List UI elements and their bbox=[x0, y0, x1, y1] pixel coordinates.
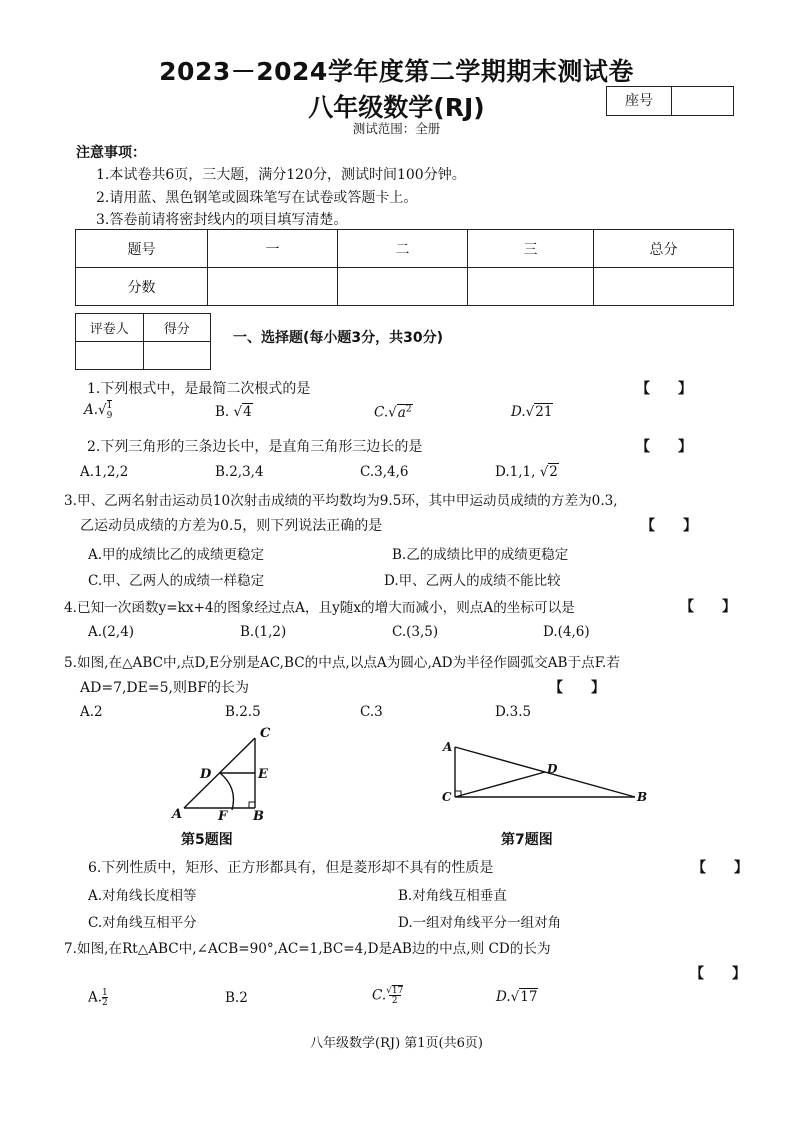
q4-option-a: A.(2,4) bbox=[88, 624, 135, 640]
fig7-label-b: B bbox=[637, 790, 648, 804]
answer-bracket: 【 】 bbox=[690, 966, 746, 982]
question-3-stem-line2: 乙运动员成绩的方差为0.5，则下列说法正确的是 bbox=[80, 518, 383, 534]
q7-option-c-letter: C. bbox=[372, 987, 387, 1004]
q2-option-d-text: D.1,1, bbox=[495, 464, 540, 480]
section-title: 一、选择题(每小题3分，共30分) bbox=[233, 330, 444, 346]
fig5-label-a: A bbox=[172, 807, 183, 822]
question-3-stem-line1: 3.甲、乙两名射击运动员10次射击成绩的平均数均为9.5环，其中甲运动员成绩的方差为0.3, bbox=[64, 493, 618, 509]
reviewer-cell[interactable] bbox=[76, 342, 144, 370]
answer-bracket: 【 】 bbox=[636, 439, 692, 455]
fig7-label-c: C bbox=[442, 790, 452, 804]
q1-option-c: $C.√a^2$ bbox=[374, 404, 412, 421]
fig5-label-d: D bbox=[200, 767, 212, 782]
notice-item: 2.请用蓝、黑色钢笔或圆珠笔写在试卷或答题卡上。 bbox=[96, 190, 418, 206]
question-6-stem: 6.下列性质中，矩形、正方形都具有，但是菱形却不具有的性质是 bbox=[88, 860, 494, 876]
q1-option-a: A.√1 9 bbox=[84, 401, 113, 421]
score-table-header: 二 bbox=[338, 230, 468, 268]
q6-option-d: D.一组对角线平分一组对角 bbox=[398, 915, 562, 931]
question-7-stem: 7.如图,在Rt△ABC中,∠ACB=90°,AC=1,BC=4,D是AB边的中点,则 CD的长为 bbox=[64, 941, 551, 957]
q7-option-a-numerator: 1 bbox=[102, 988, 108, 998]
q2-option-d: D.1,1, √2 bbox=[495, 464, 558, 480]
grader-table bbox=[75, 313, 211, 370]
answer-bracket: 【 】 bbox=[641, 518, 697, 534]
fig5-label-b: B bbox=[253, 809, 264, 824]
score-table bbox=[75, 229, 734, 306]
q7-option-c: C.√17 2 bbox=[372, 986, 404, 1006]
fig7-label-a: A bbox=[443, 740, 453, 754]
score-row-label: 分数 bbox=[76, 268, 208, 306]
fig5-label-c: C bbox=[260, 726, 271, 741]
q1-option-c-letter: C. bbox=[374, 404, 389, 421]
score-table-header-row bbox=[76, 230, 734, 268]
q4-option-b: B.(1,2) bbox=[240, 624, 287, 640]
exam-subtitle: 八年级数学(RJ) bbox=[308, 93, 485, 122]
question-5-stem-line1: 5.如图,在△ABC中,点D,E分别是AC,BC的中点,以点A为圆心,AD为半径作圆弧交AB于点F.若 bbox=[64, 655, 620, 671]
score-table-header: 总分 bbox=[594, 230, 734, 268]
answer-bracket: 【 】 bbox=[692, 860, 748, 876]
q7-option-d-radicand: 17 bbox=[520, 989, 538, 1005]
q2-option-a: A.1,2,2 bbox=[80, 464, 129, 480]
q1-option-c-exponent: 2 bbox=[405, 404, 412, 414]
q3-option-c: C.甲、乙两人的成绩一样稳定 bbox=[88, 573, 265, 589]
q7-option-d-letter: D. bbox=[496, 989, 511, 1005]
notice-heading: 注意事项： bbox=[76, 145, 146, 161]
score-cell[interactable] bbox=[468, 268, 594, 306]
q7-option-b: B.2 bbox=[225, 990, 248, 1006]
q7-option-c-denominator: 2 bbox=[389, 995, 401, 1006]
question-5-stem-line2: AD=7,DE=5,则BF的长为 bbox=[80, 680, 249, 696]
question-4-stem: 4.已知一次函数y=kx+4的图象经过点A，且y随x的增大而减小，则点A的坐标可以是 bbox=[64, 600, 575, 616]
q1-option-a-letter: A. bbox=[84, 402, 99, 418]
score-table-header: 三 bbox=[468, 230, 594, 268]
q7-option-d: D.√17 bbox=[496, 989, 538, 1005]
seat-number-label: 座号 bbox=[607, 87, 672, 115]
q1-option-a-denominator: 9 bbox=[106, 411, 113, 421]
q6-option-c: C.对角线互相平分 bbox=[88, 915, 197, 931]
page-footer: 八年级数学(RJ) 第1页(共6页) bbox=[310, 1036, 483, 1051]
points-label: 得分 bbox=[143, 314, 211, 342]
score-cell[interactable] bbox=[208, 268, 338, 306]
q1-option-d: D.√21 bbox=[511, 404, 553, 420]
fig5-label-e: E bbox=[258, 767, 268, 782]
fig5-label-f: F bbox=[218, 809, 228, 824]
q1-option-b-radicand: 4 bbox=[243, 404, 252, 420]
q7-option-c-numerator: 17 bbox=[391, 986, 404, 996]
figure-7 bbox=[435, 735, 655, 810]
q7-option-a bbox=[88, 988, 108, 1008]
question-1-stem: 1.下列根式中，是最简二次根式的是 bbox=[87, 381, 311, 397]
exam-title: 2023－2024学年度第二学期期末测试卷 bbox=[159, 57, 634, 86]
score-table-header: 题号 bbox=[76, 230, 208, 268]
figure-5-caption: 第5题图 bbox=[181, 832, 233, 848]
q5-option-d: D.3.5 bbox=[495, 704, 532, 720]
reviewer-label: 评卷人 bbox=[76, 314, 144, 342]
q5-option-a: A.2 bbox=[80, 704, 103, 720]
score-table-score-row bbox=[76, 268, 734, 306]
fig5-right-angle-mark bbox=[249, 802, 255, 808]
q2-option-c: C.3,4,6 bbox=[360, 464, 409, 480]
q2-option-d-radicand: 2 bbox=[549, 464, 558, 480]
q1-option-d-letter: D. bbox=[511, 404, 526, 420]
q1-option-a-numerator: 1 bbox=[106, 401, 113, 411]
q2-option-b: B.2,3,4 bbox=[215, 464, 264, 480]
fig7-label-d: D bbox=[547, 762, 558, 776]
points-cell[interactable] bbox=[143, 342, 211, 370]
score-cell[interactable] bbox=[338, 268, 468, 306]
fig5-arc bbox=[220, 773, 234, 810]
q6-option-a: A.对角线长度相等 bbox=[88, 888, 197, 904]
seat-number-box bbox=[606, 86, 734, 116]
q4-option-c: C.(3,5) bbox=[392, 624, 439, 640]
answer-bracket: 【 】 bbox=[636, 381, 692, 397]
q3-option-b: B.乙的成绩比甲的成绩更稳定 bbox=[392, 547, 569, 563]
q7-option-a-letter: A. bbox=[88, 989, 103, 1006]
seat-number-blank bbox=[672, 87, 733, 115]
figure-5 bbox=[160, 720, 290, 830]
q1-option-b-letter: B. bbox=[215, 404, 234, 420]
q1-option-c-radicand: a bbox=[397, 404, 406, 421]
q3-option-d: D.甲、乙两人的成绩不能比较 bbox=[384, 573, 561, 589]
q5-option-c: C.3 bbox=[360, 704, 383, 720]
question-2-stem: 2.下列三角形的三条边长中，是直角三角形三边长的是 bbox=[87, 439, 423, 455]
q1-option-d-radicand: 21 bbox=[535, 404, 553, 420]
figure-7-caption: 第7题图 bbox=[501, 832, 553, 848]
notice-item: 3.答卷前请将密封线内的项目填写清楚。 bbox=[96, 212, 348, 228]
notice-item: 1.本试卷共6页，三大题，满分120分，测试时间100分钟。 bbox=[96, 167, 466, 183]
q6-option-b: B.对角线互相垂直 bbox=[398, 888, 507, 904]
score-cell[interactable] bbox=[594, 268, 734, 306]
q7-option-a-denominator: 2 bbox=[102, 998, 108, 1008]
q3-option-a: A.甲的成绩比乙的成绩更稳定 bbox=[88, 547, 265, 563]
answer-bracket: 【 】 bbox=[680, 599, 736, 615]
fig7-median-cd bbox=[455, 772, 545, 797]
score-table-header: 一 bbox=[208, 230, 338, 268]
q4-option-d: D.(4,6) bbox=[543, 624, 590, 640]
answer-bracket: 【 】 bbox=[549, 680, 605, 696]
q1-option-b: B. √4 bbox=[215, 404, 252, 420]
test-scope: 测试范围：全册 bbox=[352, 121, 441, 136]
q5-option-b: B.2.5 bbox=[225, 704, 261, 720]
